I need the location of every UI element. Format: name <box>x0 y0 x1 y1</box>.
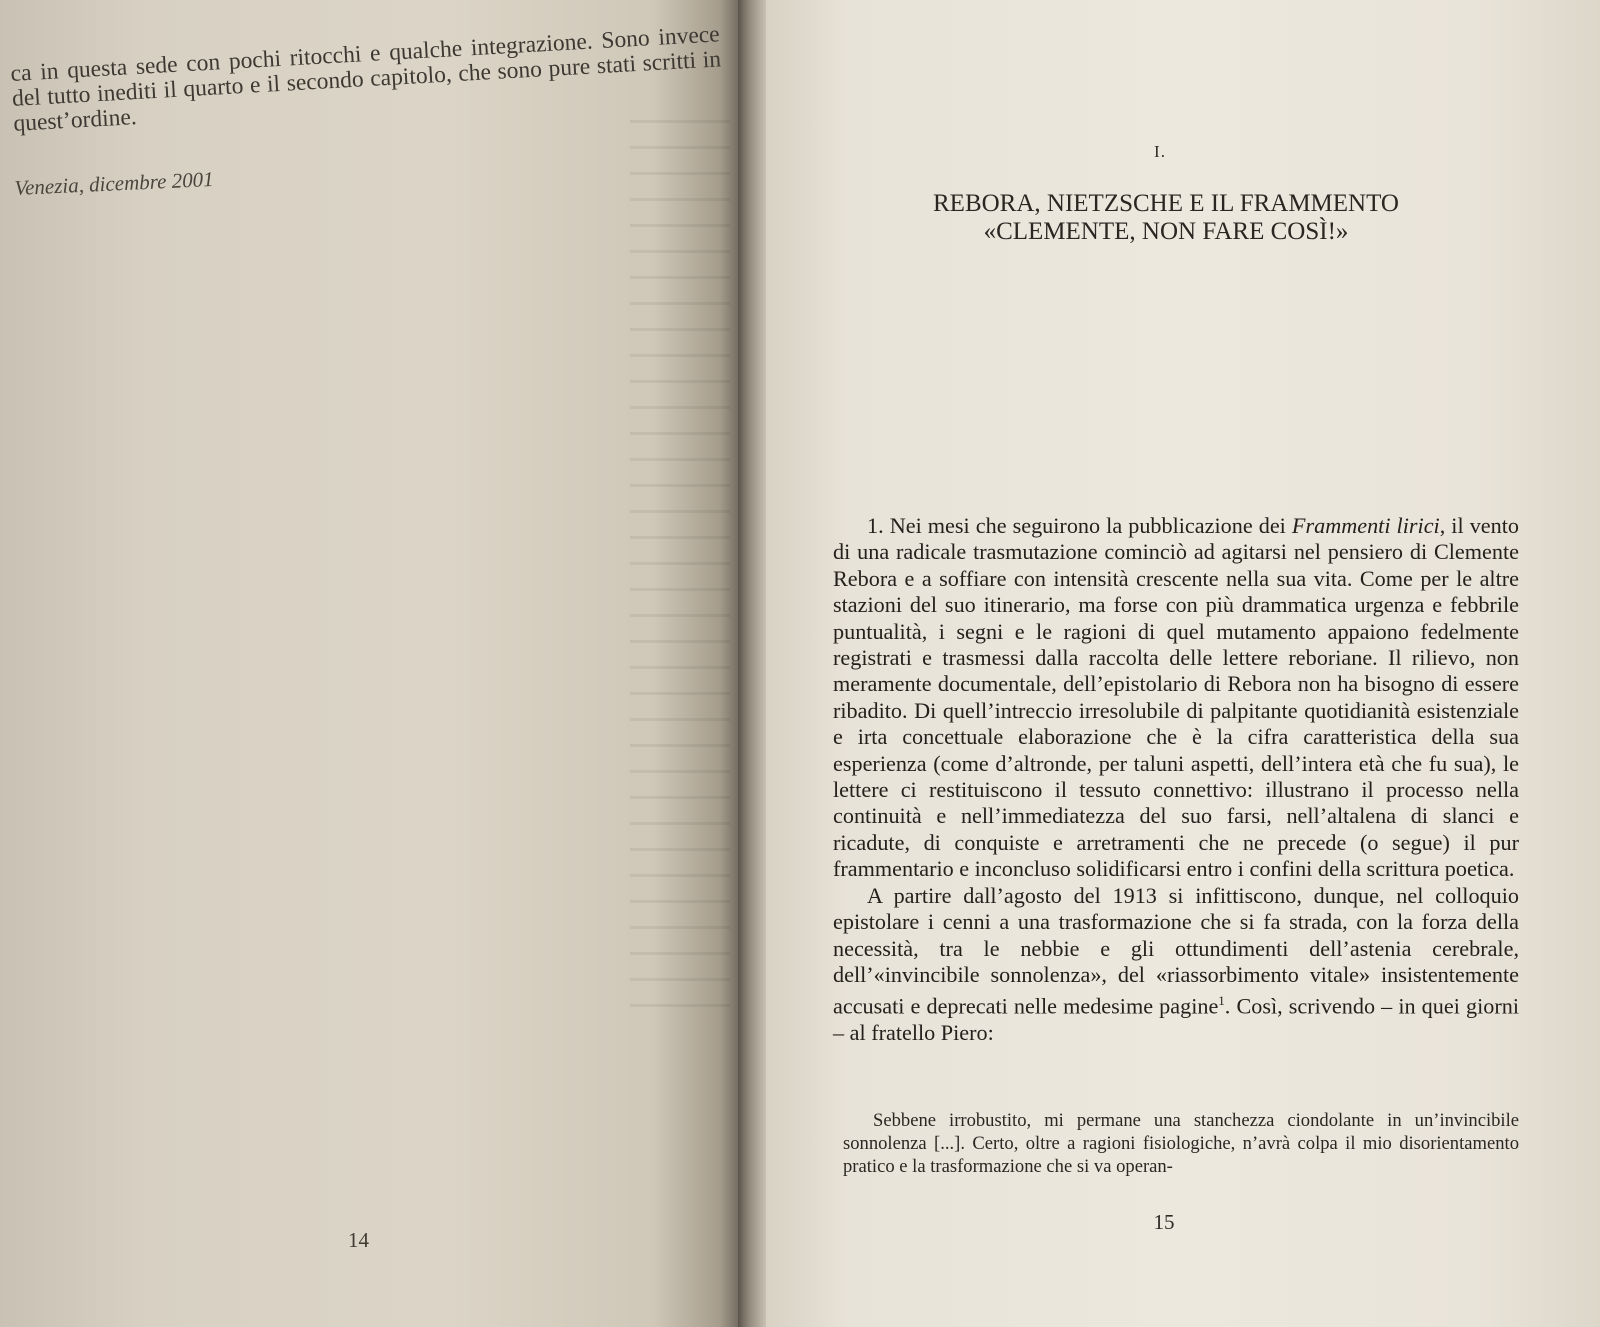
left-page-text <box>10 22 723 137</box>
right-page-number: 15 <box>1153 1210 1175 1234</box>
paragraph-2-start: A partire dall’agosto del 1913 si infittiscono, dunque, nel colloquio epistolare i cenni a una trasformazione che si fa strada, con la forza della necessità, tra le nebbie e gli ottundimenti dell’astenia cerebrale, dell’«invincibile sonnolenza», del «riassorbimento vitale» insistentemente accusati e deprecati nelle medesime pagine <box>833 882 1519 1019</box>
dateline: Venezia, dicembre 2001 <box>14 166 215 200</box>
chapter-title <box>896 190 1436 246</box>
chapter-number: I. <box>1154 142 1166 161</box>
paragraph-1-start: 1. Nei mesi che seguirono la pubblicazione dei <box>867 513 1292 538</box>
left-page <box>0 0 742 1327</box>
block-quote <box>843 1109 1519 1178</box>
book-gutter <box>738 0 768 1327</box>
footnote-marker: 1 <box>1218 993 1225 1009</box>
paragraph-1 <box>833 513 1519 883</box>
chapter-title-line-2: «CLEMENTE, NON FARE COSÌ!» <box>983 218 1349 245</box>
bleed-through-shadow <box>630 120 730 1020</box>
chapter-title-line-1: REBORA, NIETZSCHE E IL FRAMMENTO <box>933 190 1399 217</box>
paragraph-2 <box>833 883 1519 1047</box>
quote-text: Sebbene irrobustito, mi permane una stanchezza ciondolante in un’invincibile sonnolenza [...]. Certo, oltre a ragioni fisiologiche, n’avrà colpa il mio disorientamento pratico e la trasformazione che si va operan- <box>843 1110 1519 1177</box>
paragraph-1-rest: , il vento di una radicale trasmutazione cominciò ad agitarsi nel pensiero di Clemente Rebora e a soffiare con intensità crescente nella sua vita. Come per le altre stazioni del suo itinerario, ma forse con più drammatica urgenza e febbrile puntualità, i segni e le ragioni di quel mutamento appaiono fedelmente registrati e trasmessi dalla raccolta delle lettere reboriane. Il rilievo, non meramente documentale, dell’epistolario di Rebora non ha bisogno di essere ribadito. Di quell’intreccio irresolubile di palpitante quotidianità esistenziale e irta concettuale elaborazione che è la cifra caratteristica della sua esperienza (come d’altronde, per taluni aspetti, dell’intera età che fu sua), le lettere ci restituiscono il tessuto connettivo: illustrano il processo nella continuità e nell’immediatezza del suo farsi, nell’altalena di slanci e ricadute, di conquiste e arretramenti che ne precede (o segue) il pur frammentario e inconcluso solidificarsi entro i confini della scrittura poetica. <box>833 513 1519 882</box>
chapter-body <box>833 513 1519 1047</box>
left-paragraph: ca in questa sede con pochi ritocchi e qualche integrazione. Sono invece del tutto inediti il quarto e il secondo capitolo, che sono pure stati scritti in quest’ordine. <box>9 21 722 137</box>
left-page-number: 14 <box>348 1228 369 1252</box>
paragraph-2-rest: . Così, scrivendo – in quei giorni – al fratello Piero: <box>833 993 1519 1046</box>
work-title: Frammenti lirici <box>1291 513 1440 538</box>
